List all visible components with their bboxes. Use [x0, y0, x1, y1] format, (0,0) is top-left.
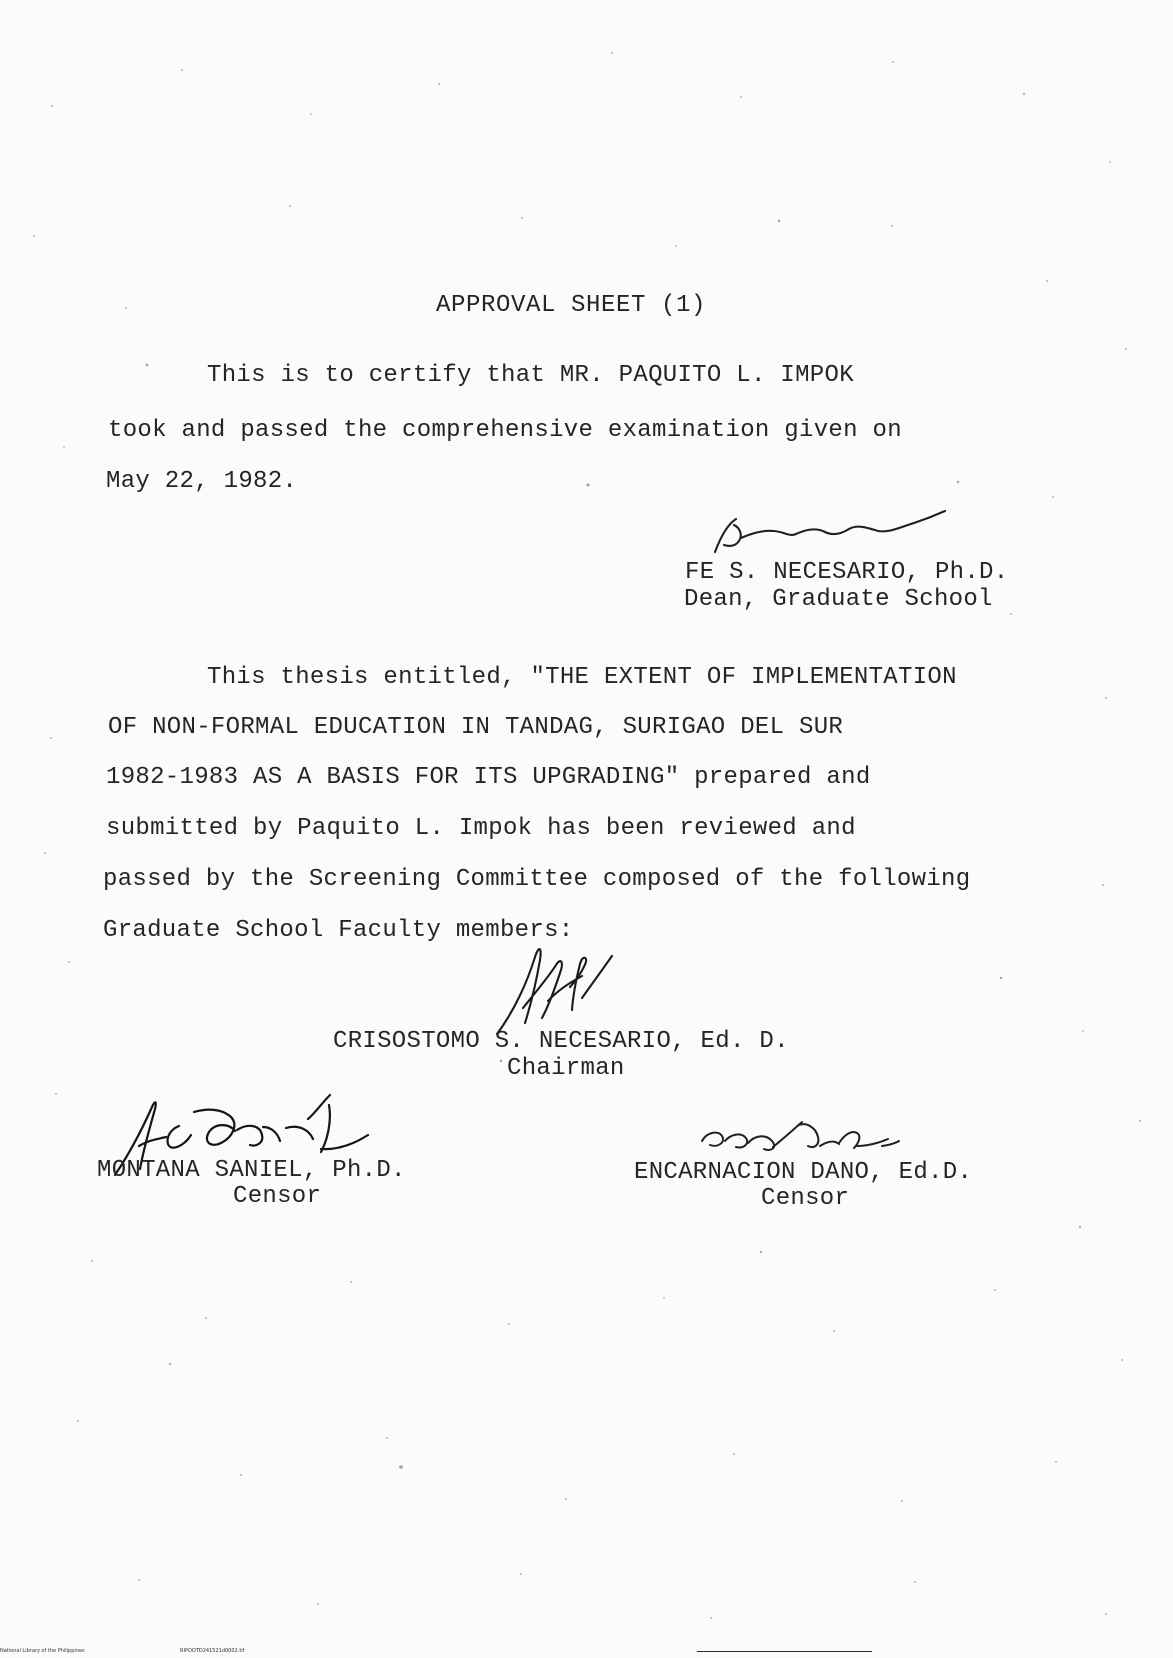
left-censor-name: MONTANA SANIEL, Ph.D.	[97, 1157, 406, 1184]
thesis-line-2: OF NON-FORMAL EDUCATION IN TANDAG, SURIGAO DEL SUR	[108, 714, 844, 741]
certification-line-2: took and passed the comprehensive examination given on	[108, 417, 902, 444]
thesis-line-1: This thesis entitled, "THE EXTENT OF IMPLEMENTATION	[207, 664, 957, 691]
thesis-line-3: 1982-1983 AS A BASIS FOR ITS UPGRADING" prepared and	[106, 764, 871, 791]
chairman-role: Chairman	[507, 1055, 625, 1082]
document-title: APPROVAL SHEET (1)	[436, 292, 707, 319]
dean-title: Dean, Graduate School	[684, 586, 993, 613]
footer-rule	[697, 1651, 872, 1652]
certification-line-3: May 22, 1982.	[106, 468, 298, 495]
left-censor-role: Censor	[233, 1183, 322, 1210]
library-footer-text: National Library of the Philippines	[0, 1648, 85, 1654]
scan-code-footer: RIPOOTD241521d0002.tif	[180, 1648, 245, 1654]
right-censor-name: ENCARNACION DANO, Ed.D.	[634, 1159, 973, 1186]
thesis-line-5: passed by the Screening Committee composed of the following	[103, 866, 971, 893]
chairman-name: CRISOSTOMO S. NECESARIO, Ed. D.	[333, 1028, 789, 1055]
dean-name: FE S. NECESARIO, Ph.D.	[685, 559, 1009, 586]
thesis-line-6: Graduate School Faculty members:	[103, 917, 574, 944]
thesis-line-4: submitted by Paquito L. Impok has been reviewed and	[106, 815, 856, 842]
right-censor-signature	[694, 1110, 904, 1165]
right-censor-role: Censor	[761, 1185, 850, 1212]
certification-line-1: This is to certify that MR. PAQUITO L. IMPOK	[207, 362, 854, 389]
